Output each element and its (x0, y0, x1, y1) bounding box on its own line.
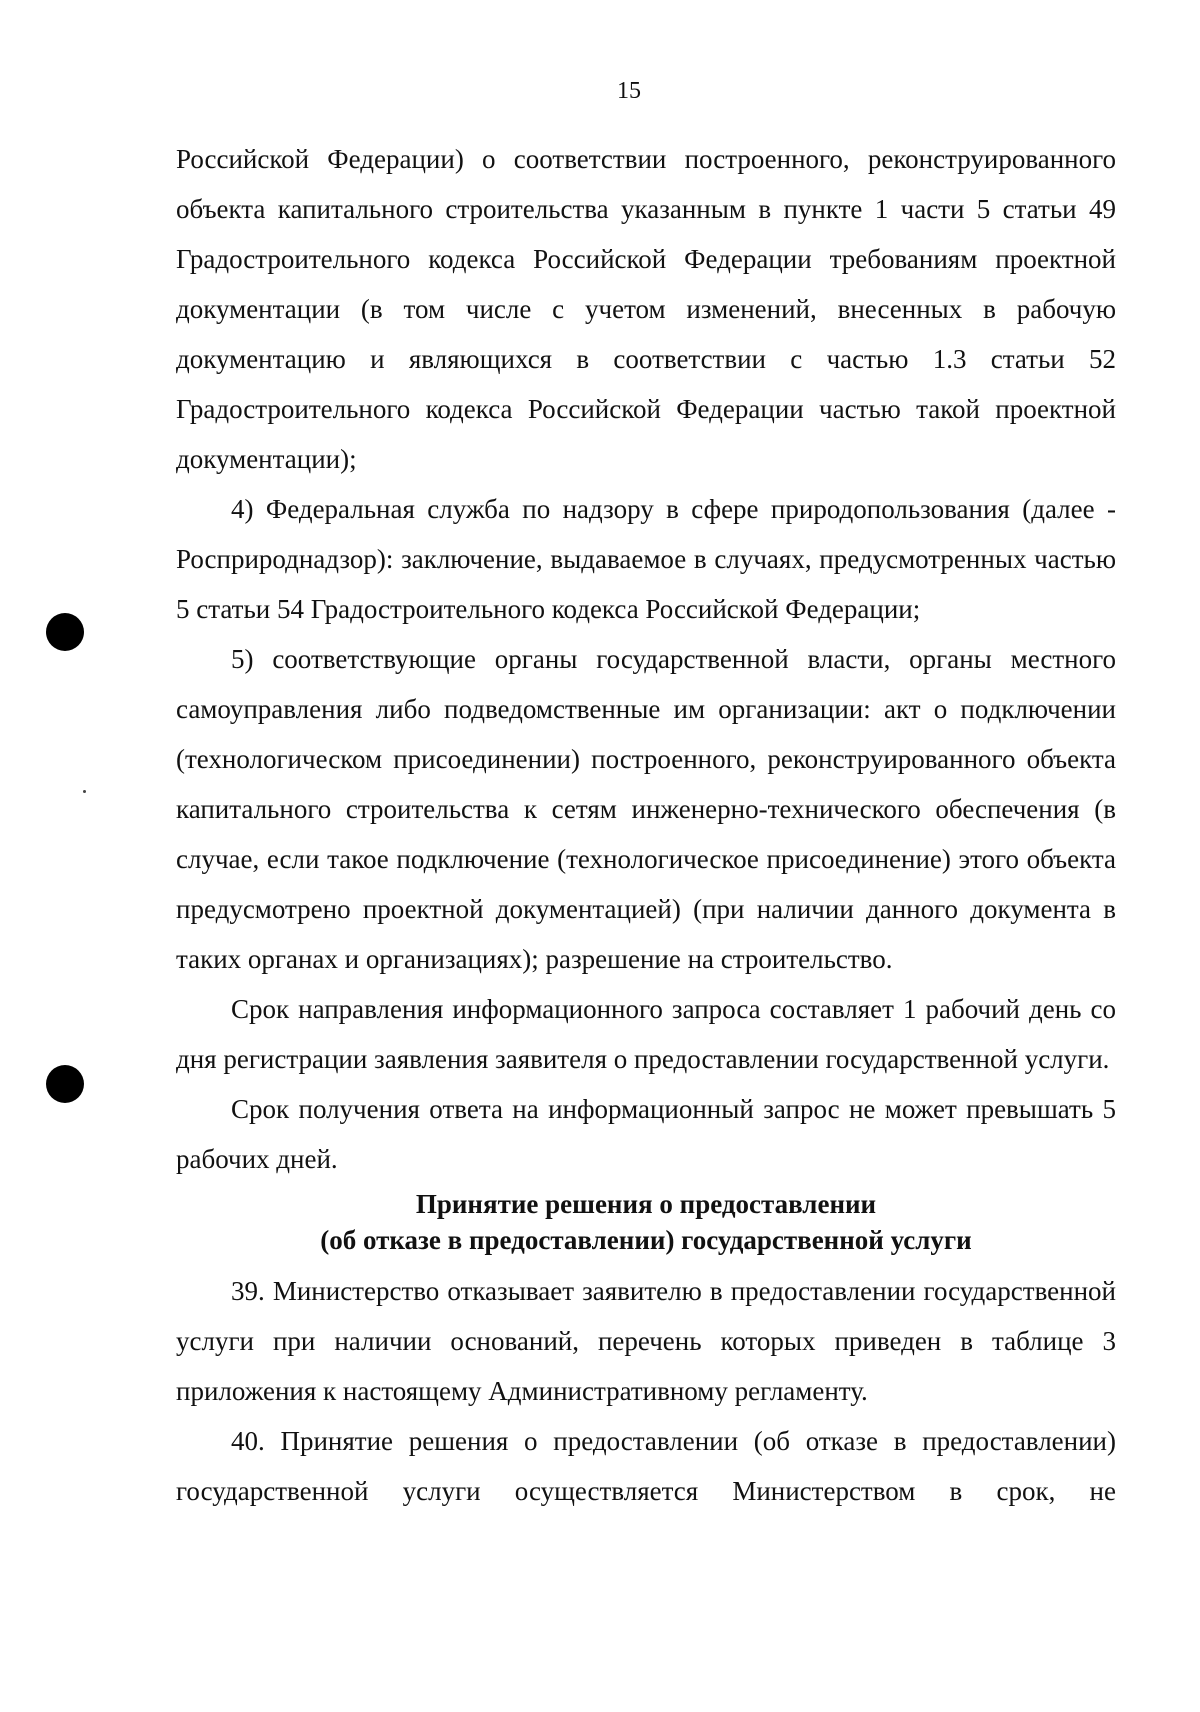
page-number: 15 (617, 78, 641, 104)
paragraph-39: 39. Министерство отказывает заявителю в предоставлении государственной услуги при наличии оснований, перечень которых приведен в таблице 3 приложения к настоящему Административному регламенту. (176, 1276, 1116, 1406)
section-heading-line-2: (об отказе в предоставлении) государственной услуги (320, 1225, 972, 1255)
paragraph-item-4: 4) Федеральная служба по надзору в сфере природопользования (далее - Росприроднадзор): заключение, выдаваемое в случаях, предусмотренных частью 5 статьи 54 Градостроительного кодекса Российской Федерации; (176, 494, 1116, 624)
paragraph-continuation: Российской Федерации) о соответствии построенного, реконструированного объекта капитального строительства указанным в пункте 1 части 5 статьи 49 Градостроительного кодекса Российской Федерации требованиям проектной документации (в том числе с учетом изменений, внесенных в рабочую документацию и являющихся в соответствии с частью 1.3 статьи 52 Градостроительного кодекса Российской Федерации частью такой проектной документации); (176, 144, 1116, 474)
punch-hole-bottom (46, 1065, 84, 1103)
paragraph-40: 40. Принятие решения о предоставлении (об отказе в предоставлении) государственной услуги осуществляется Министерством в срок, не (176, 1426, 1116, 1506)
paragraph-item-5: 5) соответствующие органы государственной власти, органы местного самоуправления либо подведомственные им организации: акт о подключении (технологическом присоединении) построенного, реконструированного объекта капитального строительства к сетям инженерно-технического обеспечения (в случае, если такое подключение (технологическое присоединение) этого объекта предусмотрено проектной документацией) (при наличии данного документа в таких органах и организациях); разрешение на строительство. (176, 644, 1116, 974)
section-heading-line-1: Принятие решения о предоставлении (415, 1189, 877, 1219)
paragraph-response-term: Срок получения ответа на информационный запрос не может превышать 5 рабочих дней. (176, 1094, 1116, 1174)
scan-speck (83, 790, 86, 793)
punch-hole-top (46, 613, 84, 651)
document-body (176, 134, 1116, 1516)
section-heading (176, 1186, 1116, 1258)
paragraph-request-term: Срок направления информационного запроса составляет 1 рабочий день со дня регистрации заявления заявителя о предоставлении государственной услуги. (176, 994, 1116, 1074)
